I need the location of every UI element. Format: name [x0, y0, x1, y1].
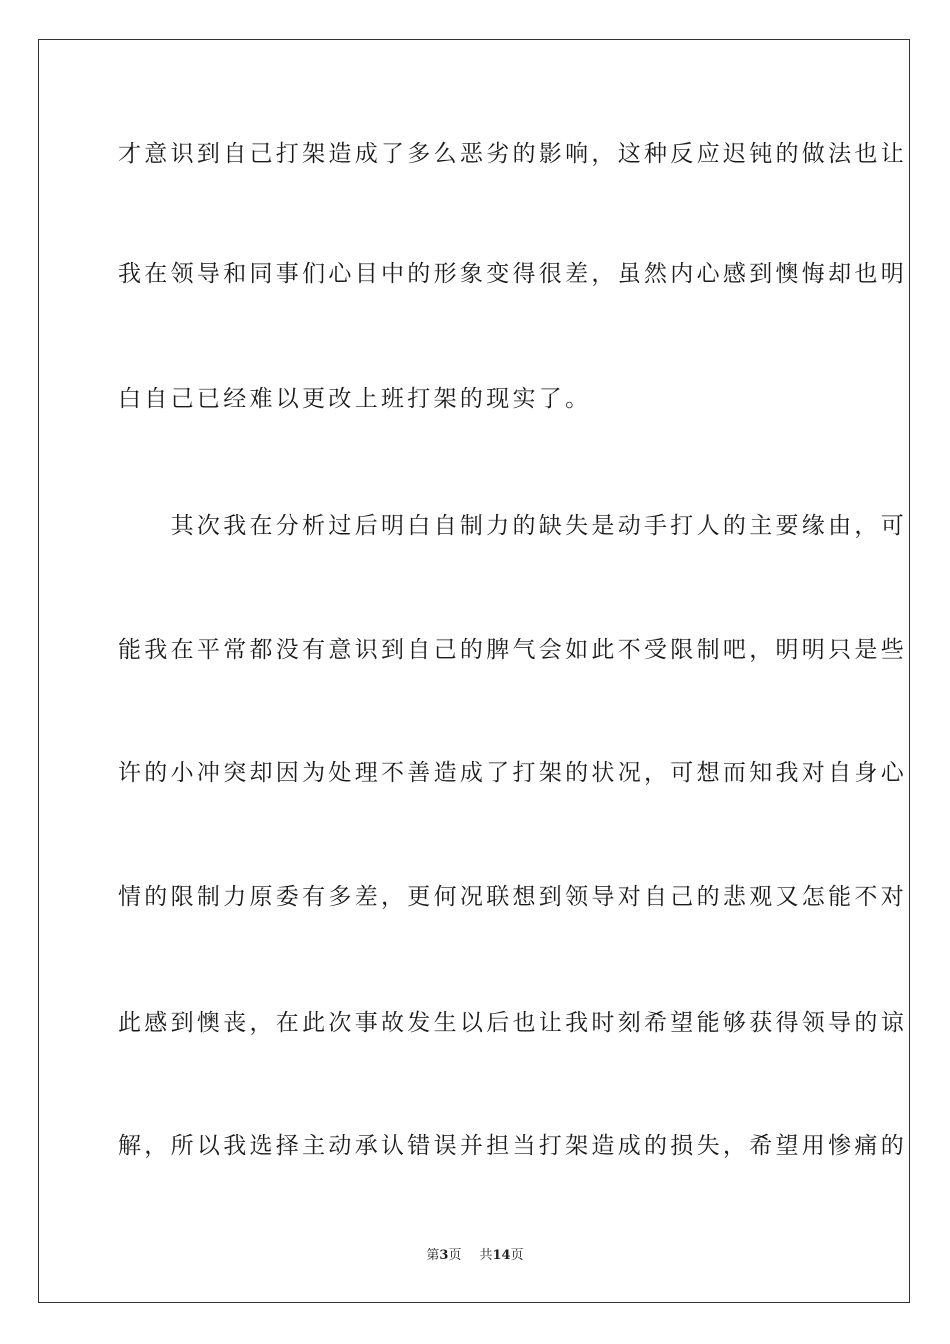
total-pages-number: 14 — [492, 1248, 511, 1263]
text-line: 我在领导和同事们心目中的形象变得很差，虽然内心感到懊悔却也明 — [118, 261, 907, 287]
page-footer — [0, 1247, 950, 1265]
paragraph-first-line: 其次我在分析过后明白自制力的缺失是动手打人的主要缘由，可 — [118, 513, 907, 539]
text-line: 解，所以我选择主动承认错误并担当打架造成的损失，希望用惨痛的 — [118, 1133, 907, 1159]
text-line: 情的限制力原委有多差，更何况联想到领导对自己的悲观又怎能不对 — [118, 884, 907, 910]
text-line: 此感到懊丧，在此次事故发生以后也让我时刻希望能够获得领导的谅 — [118, 1010, 907, 1036]
page-prefix: 第 — [426, 1248, 440, 1263]
text-line: 能我在平常都没有意识到自己的脾气会如此不受限制吧，明明只是些 — [118, 637, 907, 663]
text-line: 才意识到自己打架造成了多么恶劣的影响，这种反应迟钝的做法也让 — [118, 141, 907, 167]
text-line: 白自己已经难以更改上班打架的现实了。 — [118, 386, 592, 412]
current-page-number: 3 — [439, 1248, 449, 1263]
page-border — [38, 39, 910, 1303]
total-suffix: 页 — [510, 1248, 524, 1263]
total-prefix: 共 — [479, 1248, 493, 1263]
page-suffix: 页 — [448, 1248, 462, 1263]
text-line: 许的小冲突却因为处理不善造成了打架的状况，可想而知我对自身心 — [118, 760, 907, 786]
